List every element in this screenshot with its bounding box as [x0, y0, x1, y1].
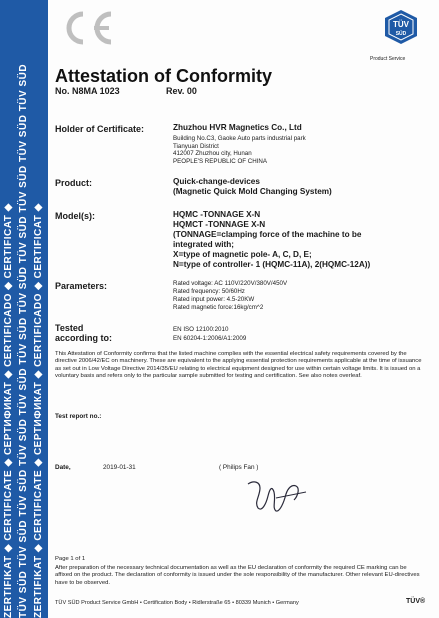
- holder-address-line: 412007 Zhuzhou city, Hunan: [173, 150, 252, 157]
- standard-line: EN 60204-1:2006/A1:2009: [173, 335, 247, 342]
- model-line: (TONNAGE=clamping force of the machine to be: [173, 230, 362, 239]
- holder-name: Zhuzhou HVR Magnetics Co., Ltd: [173, 123, 302, 132]
- tuv-sud-logo: [382, 8, 420, 46]
- band-text: TÜV SÜD TÜV SÜD TÜV SÜD TÜV SÜD TÜV SÜD TÜV SÜD TÜV SÜD TÜV SÜD TÜV SÜD TÜV SÜD TÜV SÜD: [18, 63, 29, 618]
- model-line: HQMCT -TONNAGE X-N: [173, 220, 266, 229]
- decorative-side-band: [0, 0, 48, 618]
- test-report-label: Test report no.:: [55, 413, 102, 420]
- models-label: Model(s):: [55, 211, 95, 221]
- holder-address-line: Tianyuan District: [173, 142, 219, 150]
- sud-logo-text: SÜD: [395, 31, 407, 37]
- holder-address-line: PEOPLE'S REPUBLIC OF CHINA: [173, 157, 268, 165]
- standard-line: EN ISO 12100:2010: [173, 326, 229, 333]
- parameter-line: Rated input power: 4.5-20KW: [173, 296, 255, 303]
- parameter-line: Rated voltage: AC 110V/220V/380V/450V: [173, 280, 288, 287]
- tuv-footer-brand: TÜV®: [406, 598, 426, 605]
- parameters-label: Parameters:: [55, 281, 108, 291]
- issuer-footer: TÜV SÜD Product Service GmbH • Certification Body • Ridlerstraße 65 • 80339 Munich • Germany: [55, 600, 299, 606]
- parameter-line: Rated frequency: 50/60Hz: [173, 288, 245, 295]
- model-line: HQMC -TONNAGE X-N: [173, 210, 261, 219]
- page-number: Page 1 of 1: [55, 556, 86, 562]
- band-text: ZERTIFIKAT ◆ CERTIFICATE ◆ СЕРТИФИКАТ ◆ CERTIFICADO ◆ CERTIFICAT ◆: [33, 203, 44, 618]
- tested-label: according to:: [55, 333, 113, 343]
- product-service-caption: Product Service: [370, 56, 406, 62]
- date-label: Date,: [55, 464, 71, 471]
- holder-label: Holder of Certificate:: [55, 124, 145, 134]
- parameter-line: Rated magnetic force:16kg/cm^2: [173, 304, 264, 311]
- product-line: Quick-change-devices: [173, 177, 260, 186]
- revision: Rev. 00: [166, 86, 197, 96]
- tuv-logo-text: TÜV: [393, 20, 409, 29]
- model-line: integrated with;: [173, 240, 234, 249]
- product-line: (Magnetic Quick Mold Changing System): [173, 187, 332, 196]
- product-label: Product:: [55, 178, 92, 188]
- ce-marking-note: After preparation of the necessary technical documentation as well as the EU declaration of conformity the required CE marking can be affixed on the product. The declaration of conformity is issued under the sole responsibility of the manufacturer. Other relevant EU-directives have to be observed.: [55, 565, 420, 586]
- signatory-name: ( Philips Fan ): [219, 464, 259, 471]
- band-text: ZERTIFIKAT ◆ CERTIFICATE ◆ СЕРТИФИКАТ ◆ CERTIFICADO ◆ CERTIFICAT ◆: [3, 203, 14, 618]
- model-line: X=type of magnetic pole- A, C, D, E;: [173, 250, 312, 259]
- ce-mark-logo: [57, 8, 115, 48]
- tested-label: Tested: [55, 323, 84, 333]
- conformity-statement: This Attestation of Conformity confirms that the listed machine complies with the essential electrical safety requirements covered by the directive 2006/42/EC on machinery. These are equivalent to the applying essential protection requirements applicable at the time of issuance as set out in Low Voltage Directive 2014/35/EU relating to electrical equipment designed for use within certain voltage limits. It is issued on a voluntary basis and refers only to the particular sample submitted for testing and certification. See also notes overleaf.: [55, 351, 422, 379]
- certificate-number: No. N8MA 1023: [55, 86, 120, 96]
- model-line: N=type of controller- 1 (HQMC-11A), 2(HQMC-12A)): [173, 260, 371, 269]
- document-title: Attestation of Conformity: [55, 66, 272, 86]
- holder-address-line: Building No.C3, Gaoke Auto parts industrial park: [173, 135, 306, 142]
- date-value: 2019-01-31: [103, 464, 136, 471]
- handwritten-signature: [246, 478, 308, 514]
